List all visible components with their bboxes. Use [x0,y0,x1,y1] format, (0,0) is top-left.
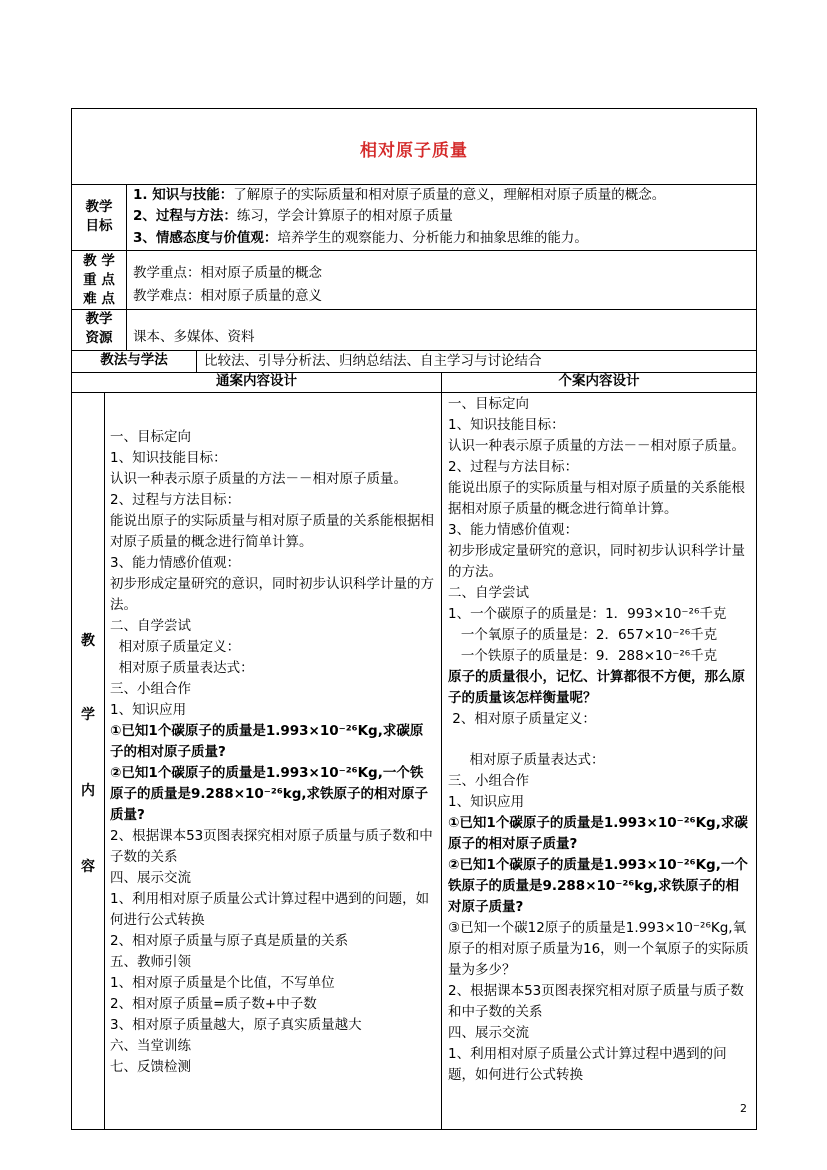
list-item: ①已知1个碳原子的质量是1.993×10⁻²⁶Kg,求碳原子的相对原子质量? [448,815,748,852]
list-item: 初步形成定量研究的意识，同时初步认识科学计量的方法。 [110,576,434,613]
list-item: 认识一种表示原子质量的方法－－相对原子质量。 [110,471,407,487]
list-item: 五、教师引领 [110,954,191,970]
individual-design-header: 个案内容设计 [558,373,640,389]
list-item: 认识一种表示原子质量的方法－－相对原子质量。 [448,438,745,454]
list-item: 原子的质量很小，记忆、计算都很不方便，那么原子的质量该怎样衡量呢？ [448,669,745,706]
list-item: 2、过程与方法目标： [448,459,579,475]
vertical-label-char: 容 [81,859,95,875]
list-item: 一、目标定向 [110,429,191,445]
list-item: 1、知识应用 [448,794,525,810]
key-points-label: 教 学 重 点 难 点 [83,253,115,307]
vertical-label-char: 学 [81,707,95,723]
col-divider [104,392,105,1130]
list-item: 初步形成定量研究的意识，同时初步认识科学计量的方法。 [448,543,745,580]
list-item: 一、目标定向 [448,396,529,412]
general-design-header: 通案内容设计 [216,373,297,389]
list-item: 七、反馈检测 [110,1059,191,1075]
list-item: 六、当堂训练 [110,1038,191,1054]
col-divider [441,372,442,1130]
list-item: 二、自学尝试 [448,585,529,601]
key-point: 教学重点：相对原子质量的概念 [133,265,322,281]
page-number: 2 [740,1102,747,1115]
general-content [110,427,436,1078]
resources-label: 教学 资源 [85,311,113,346]
individual-content [448,394,752,1086]
list-item: 2、过程与方法目标： [110,492,241,508]
list-item: 能说出原子的实际质量与相对原子质量的关系能根据相对原子质量的概念进行简单计算。 [110,513,434,550]
vertical-label-char: 内 [81,783,95,799]
list-item: 2、相对原子质量定义： [448,711,596,727]
list-item: ②已知1个碳原子的质量是1.993×10⁻²⁶Kg,一个铁原子的质量是9.288×10⁻²⁶kg,求铁原子的相对原子质量? [448,857,748,915]
methods-label: 教法与学法 [100,352,168,368]
list-item: 二、自学尝试 [110,618,191,634]
list-item: 四、展示交流 [448,1025,529,1041]
col-divider [196,350,197,372]
list-item: 1、知识应用 [110,702,187,718]
objective-item: 3、情感态度与价值观：培养学生的观察能力、分析能力和抽象思维的能力。 [133,230,588,246]
list-item: 三、小组合作 [110,681,191,697]
objective-item: 2、过程与方法：练习，学会计算原子的相对原子质量 [133,208,453,224]
list-item: 1、知识技能目标： [448,417,565,433]
methods-text: 比较法、引导分析法、归纳总结法、自主学习与讨论结合 [204,353,542,369]
list-item: 相对原子质量表达式： [448,752,605,768]
objectives-label: 教学 目标 [85,199,113,234]
list-item: 2、根据课本53页图表探究相对原子质量与质子数和中子数的关系 [448,983,744,1020]
list-item: 相对原子质量表达式： [110,660,254,676]
row-divider [72,250,756,251]
list-item: 1、利用相对原子质量公式计算过程中遇到的问题，如何进行公式转换 [448,1046,727,1083]
list-item: 3、相对原子质量越大，原子真实质量越大 [110,1017,362,1033]
list-item: 三、小组合作 [448,773,529,789]
list-item: 2、相对原子质量=质子数+中子数 [110,996,317,1012]
list-item: 2、根据课本53页图表探究相对原子质量与质子数和中子数的关系 [110,828,433,865]
list-item: 1、相对原子质量是个比值，不写单位 [110,975,335,991]
list-item: 相对原子质量定义： [110,639,241,655]
list-item: 2、相对原子质量与原子真是质量的关系 [110,933,349,949]
list-item: 1、一个碳原子的质量是：1．993×10⁻²⁶千克 [448,606,727,622]
list-item: ①已知1个碳原子的质量是1.993×10⁻²⁶Kg,求碳原子的相对原子质量? [110,723,424,760]
vertical-label-char: 教 [81,633,95,649]
page-title: 相对原子质量 [360,141,468,161]
list-item: 一个氧原子的质量是：2．657×10⁻²⁶千克 [448,627,718,643]
list-item: 1、知识技能目标： [110,450,227,466]
list-item: 四、展示交流 [110,870,191,886]
objective-item: 1. 知识与技能：了解原子的实际质量和相对原子质量的意义，理解相对原子质量的概念。 [133,187,666,203]
row-divider [72,392,756,393]
difficult-point: 教学难点：相对原子质量的意义 [133,288,322,304]
list-item: ③已知一个碳12原子的质量是1.993×10⁻²⁶Kg,氧原子的相对原子质量为16，则一个氧原子的实际质量为多少？ [448,920,749,978]
list-item: ②已知1个碳原子的质量是1.993×10⁻²⁶Kg,一个铁原子的质量是9.288×10⁻²⁶kg,求铁原子的相对原子质量? [110,765,429,823]
list-item: 能说出原子的实际质量与相对原子质量的关系能根据相对原子质量的概念进行简单计算。 [448,480,745,517]
row-divider [72,309,756,310]
col-divider [126,184,127,350]
list-item: 一个铁原子的质量是：9．288×10⁻²⁶千克 [448,648,718,664]
list-item: 3、能力情感价值观： [110,555,241,571]
resources-text: 课本、多媒体、资料 [133,329,255,345]
list-item: 1、利用相对原子质量公式计算过程中遇到的问题，如何进行公式转换 [110,891,430,928]
list-item: 3、能力情感价值观： [448,522,579,538]
